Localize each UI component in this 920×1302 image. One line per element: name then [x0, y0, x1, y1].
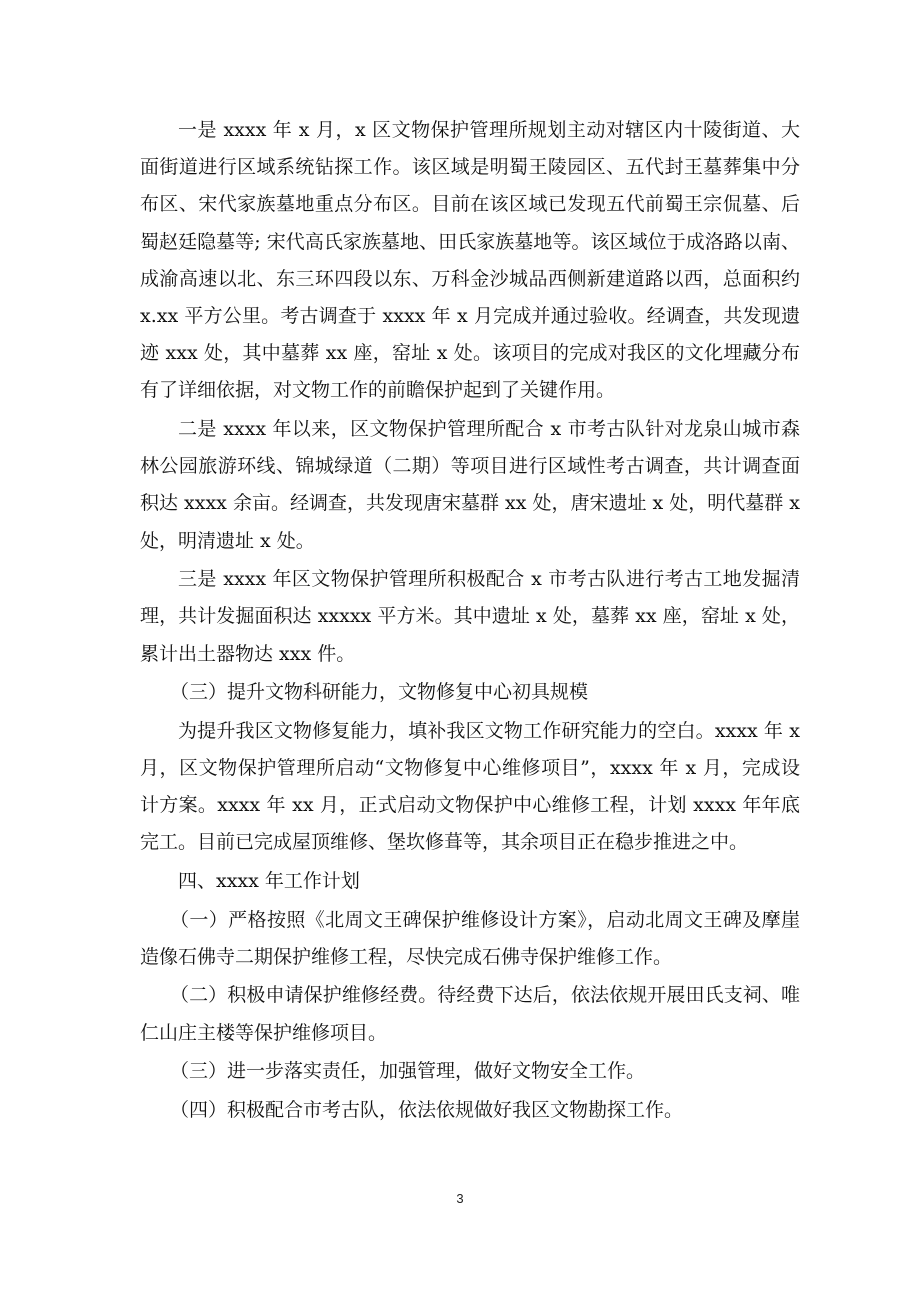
- paragraph-survey-one: 一是 xxxx 年 x 月，x 区文物保护管理所规划主动对辖区内十陵街道、大面街道进行区域系统钻探工作。该区域是明蜀王陵园区、五代封王墓葬集中分布区、宋代家族墓地重点分布区。目前在该区域已发现五代前蜀王宗侃墓、后蜀赵廷隐墓等; 宋代高氏家族墓地、田氏家族墓地等。该区域位于成洛路以南、成渝高速以北、东三环四段以东、万科金沙城品西侧新建道路以西，总面积约 x.xx 平方公里。考古调查于 xxxx 年 x 月完成并通过验收。经调查，共发现遗迹 xxx 处，其中墓葬 xx 座，窑址 x 处。该项目的完成对我区的文化埋藏分布有了详细依据，对文物工作的前瞻保护起到了关键作用。: [140, 119, 807, 402]
- paragraph-survey-two: 二是 xxxx 年以来，区文物保护管理所配合 x 市考古队针对龙泉山城市森林公园旅游环线、锦城绿道（二期）等项目进行区域性考古调查，共计调查面积达 xxxx 余亩。经调查，共发现唐宋墓群 xx 处，唐宋遗址 x 处，明代墓群 x 处，明清遗址 x 处。: [140, 418, 807, 552]
- document-body: [140, 112, 807, 1130]
- paragraph-survey-three: 三是 xxxx 年区文物保护管理所积极配合 x 市考古队进行考古工地发掘清理，共计发掘面积达 xxxxx 平方米。其中遗址 x 处，墓葬 xx 座，窑址 x 处，累计出土器物达 xxx 件。: [140, 568, 800, 665]
- paragraph-restoration-center: 为提升我区文物修复能力，填补我区文物工作研究能力的空白。xxxx 年 x 月，区文物保护管理所启动“文物修复中心维修项目”，xxxx 年 x 月，完成设计方案。xxxx 年 xx 月，正式启动文物保护中心维修工程，计划 xxxx 年年底完工。目前已完成屋顶维修、堡坎修葺等，其余项目正在稳步推进之中。: [140, 719, 807, 854]
- plan-item-two: （二）积极申请保护维修经费。待经费下达后，依法依规开展田氏支祠、唯仁山庄主楼等保护维修项目。: [140, 984, 800, 1044]
- section-heading-research: （三）提升文物科研能力，文物修复中心初具规模: [170, 681, 589, 704]
- section-heading-work-plan: 四、xxxx 年工作计划: [178, 870, 360, 893]
- plan-item-four: （四）积极配合市考古队，依法依规做好我区文物勘探工作。: [170, 1098, 684, 1121]
- plan-item-one: （一）严格按照《北周文王碑保护维修设计方案》，启动北周文王碑及摩崖造像石佛寺二期保护维修工程，尽快完成石佛寺保护维修工作。: [140, 908, 800, 968]
- page-number: 3: [456, 1191, 464, 1206]
- plan-item-three: （三）进一步落实责任，加强管理，做好文物安全工作。: [170, 1060, 646, 1083]
